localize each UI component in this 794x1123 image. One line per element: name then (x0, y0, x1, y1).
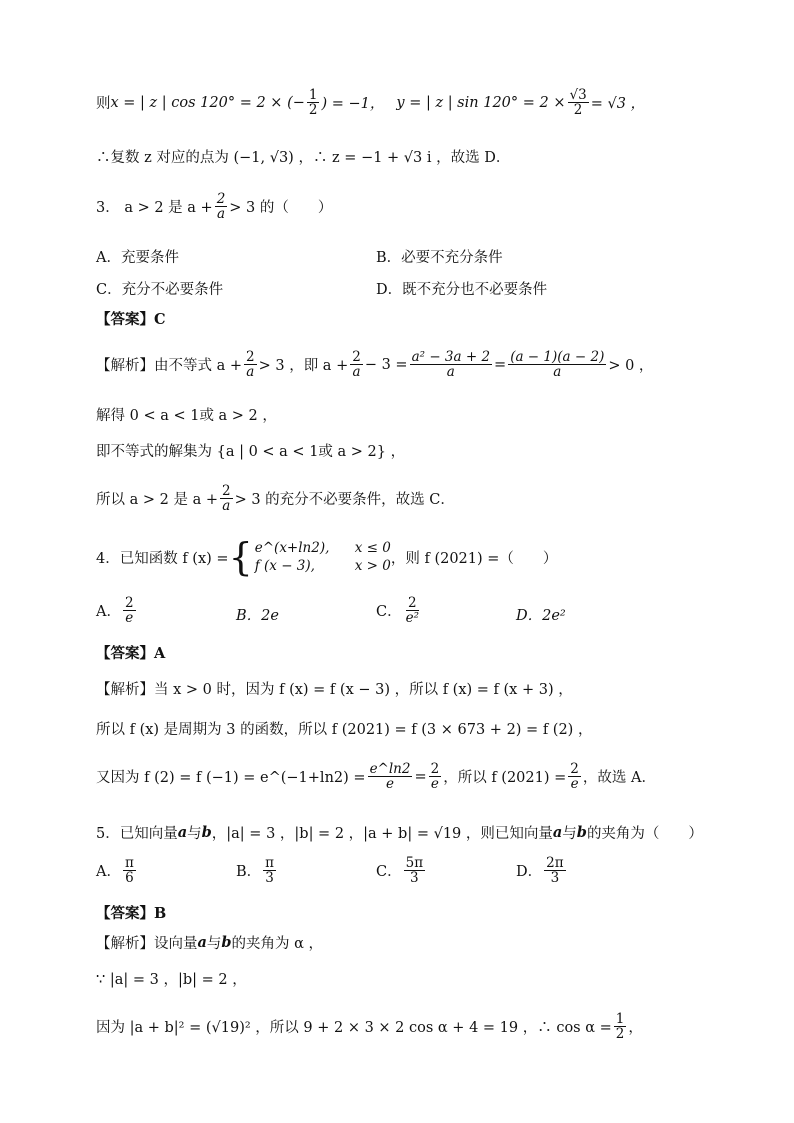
q5-option-d: D． $\frac{2\pi}{3}$ (516, 855, 564, 887)
fraction: $\frac{2}{a}$ (216, 191, 226, 223)
fraction: $\frac{2}{a}$ (246, 349, 255, 381)
q5-option-c: C． $\frac{5\pi}{3}$ (376, 855, 424, 887)
q5-solution-1: 【解析】设向量 a 与 b 的夹角为 α ， (96, 934, 324, 952)
q3-option-c: C．充分不必要条件 (96, 282, 224, 298)
q5-answer: 【答案】B (96, 905, 167, 922)
q4-option-c: C． $\frac{2}{\text{e²}}$ (376, 595, 420, 627)
fraction: $\frac{\text{a² − 3a + 2}}{a}$ (411, 349, 491, 381)
q3-option-d: D．既不充分也不必要条件 (376, 282, 548, 298)
q4-option-d: D．2e² (516, 608, 566, 624)
q5-option-a: A． $\frac{\pi}{6}$ (96, 855, 134, 887)
q3-solution-3: 即不等式的解集为 {a | 0 < a < 1或 a > 2} ， (96, 444, 406, 460)
q4-solution-1: 【解析】当 x > 0 时，因为 f (x) = f (x − 3) ，所以 f (x) = f (x + 3) ， (96, 682, 573, 698)
q4-option-a: A． $\frac{2}{e}$ (96, 595, 134, 627)
line-polar-coords: 则 x = | z | cos 120° = 2 × (− $\frac{1}{2}$ ) = −1， y = | z | sin 120° = 2 × $\frac{√3}{2}$ = √3 ， (96, 87, 646, 119)
q3-solution-1: 【解析】由不等式 a + $\frac{2}{a}$ > 3 ，即 a + $\frac{2}{a}$ − 3 = $\frac{\text{a² − 3a + 2}}{a}$ = $\frac{(a - 1)(a - 2)}{a}$ > 0 ， (96, 349, 654, 381)
q4-solution-3: 又因为 f (2) = f (−1) = e^(−1+ln2) = $\frac{e\^{}\ln 2}{e}$ = $\frac{2}{e}$ ，所以 f (2021) = $\frac{2}{e}$ ，故选 A． (96, 761, 656, 793)
fraction: $\frac{2}{a}$ (352, 349, 361, 381)
q3-option-b: B．必要不充分条件 (376, 250, 503, 266)
q4-answer: 【答案】A (96, 645, 166, 662)
q3-solution-4: 所以 a > 2 是 a + $\frac{2}{a}$ > 3 的充分不必要条件，故选 C． (96, 483, 455, 515)
question-4: 4．已知函数 f (x) = { e^(x+ln2), x ≤ 0 f (x − 3), x > 0 ，则 f (2021) =（ ） (96, 535, 558, 579)
question-5: 5．已知向量 a 与 b ，|a| = 3 ，|b| = 2 ，|a + b| = √19 ，则已知向量 a 与 b 的夹角为（ ） (96, 824, 703, 842)
fraction: $\frac{2}{a}$ (221, 483, 231, 515)
q5-option-b: B． $\frac{\pi}{3}$ (236, 855, 275, 887)
question-3: 3． a > 2 是 a + $\frac{2}{a}$ > 3 的（ ） (96, 191, 333, 223)
line-conclusion: ∴复数 z 对应的点为 (−1, √3) ，∴ z = −1 + √3 i ，故选 D． (96, 150, 511, 166)
q3-option-a: A．充要条件 (96, 250, 179, 266)
fraction: $\frac{√3}{2}$ (569, 87, 587, 119)
q4-solution-2: 所以 f (x) 是周期为 3 的函数，所以 f (2021) = f (3 × 673 + 2) = f (2) ， (96, 722, 593, 738)
q3-answer: 【答案】C (96, 311, 166, 328)
q4-option-b: B．2e (236, 608, 279, 624)
q3-solution-2: 解得 0 < a < 1或 a > 2 ， (96, 408, 277, 424)
q5-solution-3: 因为 |a + b|² = (√19)² ，所以 9 + 2 × 3 × 2 cos α + 4 = 19 ，∴ cos α = $\frac{1}{2}$ ， (96, 1011, 643, 1043)
piecewise-function: { e^(x+ln2), x ≤ 0 f (x − 3), x > 0 (228, 535, 391, 579)
fraction: $\frac{(a - 1)(a - 2)}{a}$ (510, 349, 605, 381)
fraction: $\frac{1}{2}$ (308, 87, 318, 119)
q5-solution-2: ∵ |a| = 3 ，|b| = 2 ， (96, 972, 247, 988)
